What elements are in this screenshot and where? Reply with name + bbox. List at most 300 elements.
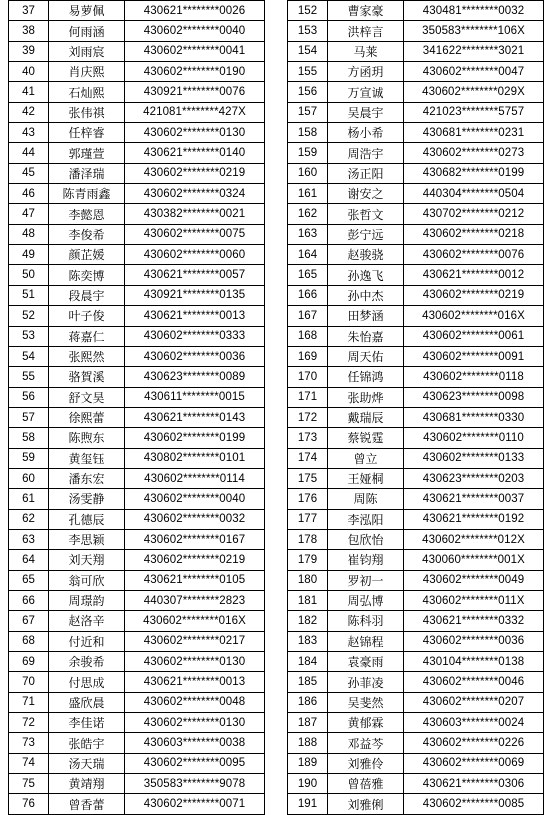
row-number-cell: 68 (9, 631, 49, 651)
table-row (288, 82, 544, 102)
table-row (288, 611, 544, 631)
table-row (9, 245, 265, 265)
row-number-cell: 40 (9, 62, 49, 82)
table-row (288, 489, 544, 509)
row-number-cell: 189 (288, 753, 328, 773)
row-number-cell: 163 (288, 224, 328, 244)
row-number-cell: 59 (9, 448, 49, 468)
table-row (9, 794, 265, 814)
row-number-cell: 70 (9, 672, 49, 692)
row-number-cell: 60 (9, 468, 49, 488)
row-number-cell: 161 (288, 184, 328, 204)
id-number-cell: 430621********0140 (125, 143, 265, 163)
row-number-cell: 73 (9, 733, 49, 753)
table-row (288, 285, 544, 305)
id-number-cell: 430611********0015 (125, 387, 265, 407)
name-cell: 翁可欣 (49, 570, 125, 590)
row-number-cell: 158 (288, 123, 328, 143)
table-row (9, 407, 265, 427)
row-number-cell: 177 (288, 509, 328, 529)
id-number-cell: 430623********0098 (404, 387, 544, 407)
table-row (288, 713, 544, 733)
id-number-cell: 430621********0306 (404, 774, 544, 794)
name-cell: 王娅桐 (328, 468, 404, 488)
row-number-cell: 173 (288, 428, 328, 448)
name-cell: 杨小希 (328, 123, 404, 143)
id-number-cell: 430602********0071 (125, 794, 265, 814)
id-number-cell: 430603********0038 (125, 733, 265, 753)
id-number-cell: 430602********012X (404, 529, 544, 549)
name-cell: 李佳诺 (49, 713, 125, 733)
name-cell: 余骏希 (49, 652, 125, 672)
table-row (288, 245, 544, 265)
table-row (288, 509, 544, 529)
id-number-cell: 430602********0091 (404, 346, 544, 366)
row-number-cell: 52 (9, 306, 49, 326)
row-number-cell: 178 (288, 529, 328, 549)
name-cell: 任锦鸿 (328, 367, 404, 387)
id-number-cell: 430602********0036 (404, 631, 544, 651)
name-cell: 吴斐然 (328, 692, 404, 712)
row-number-cell: 175 (288, 468, 328, 488)
id-number-cell: 430681********0330 (404, 407, 544, 427)
id-number-cell: 430921********0076 (125, 82, 265, 102)
name-cell: 张助烨 (328, 387, 404, 407)
name-cell: 曾蓓雅 (328, 774, 404, 794)
roster-table-right (287, 0, 544, 815)
name-cell: 舒文昊 (49, 387, 125, 407)
id-number-cell: 421023********5757 (404, 102, 544, 122)
table-row (9, 753, 265, 773)
name-cell: 黄郁霖 (328, 713, 404, 733)
name-cell: 盛欣晨 (49, 692, 125, 712)
row-number-cell: 185 (288, 672, 328, 692)
id-number-cell: 430602********0167 (125, 529, 265, 549)
name-cell: 万宣诚 (328, 82, 404, 102)
row-number-cell: 37 (9, 1, 49, 21)
table-row (9, 346, 265, 366)
name-cell: 郭瑾萱 (49, 143, 125, 163)
name-cell: 陈青雨鑫 (49, 184, 125, 204)
name-cell: 孔德辰 (49, 509, 125, 529)
row-number-cell: 155 (288, 62, 328, 82)
id-number-cell: 430621********0057 (125, 265, 265, 285)
name-cell: 付思成 (49, 672, 125, 692)
row-number-cell: 186 (288, 692, 328, 712)
name-cell: 叶子俊 (49, 306, 125, 326)
id-number-cell: 430602********0130 (125, 713, 265, 733)
id-number-cell: 430602********0095 (125, 753, 265, 773)
name-cell: 刘雅伶 (328, 753, 404, 773)
id-number-cell: 430621********0037 (404, 489, 544, 509)
table-row (9, 184, 265, 204)
row-number-cell: 168 (288, 326, 328, 346)
name-cell: 张伟祺 (49, 102, 125, 122)
id-number-cell: 430602********0133 (404, 448, 544, 468)
name-cell: 何雨涵 (49, 21, 125, 41)
row-number-cell: 44 (9, 143, 49, 163)
row-number-cell: 46 (9, 184, 49, 204)
id-number-cell: 430602********0076 (404, 245, 544, 265)
table-row (9, 672, 265, 692)
name-cell: 徐熙蕾 (49, 407, 125, 427)
row-number-cell: 43 (9, 123, 49, 143)
table-row (288, 306, 544, 326)
name-cell: 孙菲凌 (328, 672, 404, 692)
name-cell: 汤天瑞 (49, 753, 125, 773)
id-number-cell: 430602********0114 (125, 468, 265, 488)
row-number-cell: 51 (9, 285, 49, 305)
name-cell: 邓益芩 (328, 733, 404, 753)
id-number-cell: 430623********0203 (404, 468, 544, 488)
name-cell: 蔡锐霆 (328, 428, 404, 448)
table-row (9, 652, 265, 672)
name-cell: 赵锦程 (328, 631, 404, 651)
id-number-cell: 430602********0130 (125, 652, 265, 672)
name-cell: 颜芷媛 (49, 245, 125, 265)
row-number-cell: 61 (9, 489, 49, 509)
id-number-cell: 430602********0036 (125, 346, 265, 366)
table-row (9, 428, 265, 448)
id-number-cell: 430104********0138 (404, 652, 544, 672)
id-number-cell: 430602********0040 (125, 489, 265, 509)
id-number-cell: 430621********0105 (125, 570, 265, 590)
row-number-cell: 156 (288, 82, 328, 102)
row-number-cell: 65 (9, 570, 49, 590)
id-number-cell: 430602********0085 (404, 794, 544, 814)
id-number-cell: 430602********0075 (125, 224, 265, 244)
id-number-cell: 350583********9078 (125, 774, 265, 794)
row-number-cell: 191 (288, 794, 328, 814)
name-cell: 汤正阳 (328, 163, 404, 183)
name-cell: 蒋嘉仁 (49, 326, 125, 346)
name-cell: 田梦涵 (328, 306, 404, 326)
name-cell: 任梓睿 (49, 123, 125, 143)
name-cell: 罗初一 (328, 570, 404, 590)
name-cell: 刘雅俐 (328, 794, 404, 814)
table-row (288, 21, 544, 41)
name-cell: 洪梓言 (328, 21, 404, 41)
table-row (9, 224, 265, 244)
name-cell: 崔钧翔 (328, 550, 404, 570)
name-cell: 肖庆熙 (49, 62, 125, 82)
row-number-cell: 176 (288, 489, 328, 509)
table-row (288, 184, 544, 204)
id-number-cell: 430602********0046 (404, 672, 544, 692)
name-cell: 戴瑞辰 (328, 407, 404, 427)
table-row (288, 387, 544, 407)
table-row (288, 794, 544, 814)
table-row (288, 326, 544, 346)
name-cell: 赵洛辛 (49, 611, 125, 631)
id-number-cell: 430602********0190 (125, 62, 265, 82)
id-number-cell: 430602********0069 (404, 753, 544, 773)
name-cell: 包欣怡 (328, 529, 404, 549)
table-row (9, 265, 265, 285)
id-number-cell: 350583********106X (404, 21, 544, 41)
row-number-cell: 54 (9, 346, 49, 366)
row-number-cell: 154 (288, 41, 328, 61)
table-row (288, 570, 544, 590)
row-number-cell: 153 (288, 21, 328, 41)
name-cell: 李泓阳 (328, 509, 404, 529)
name-cell: 朱怡嘉 (328, 326, 404, 346)
name-cell: 汤雯静 (49, 489, 125, 509)
name-cell: 刘天翔 (49, 550, 125, 570)
name-cell: 周璟韵 (49, 590, 125, 610)
table-row (288, 143, 544, 163)
id-number-cell: 440304********0504 (404, 184, 544, 204)
row-number-cell: 190 (288, 774, 328, 794)
id-number-cell: 440307********2823 (125, 590, 265, 610)
table-row (288, 529, 544, 549)
row-number-cell: 72 (9, 713, 49, 733)
id-number-cell: 430602********0226 (404, 733, 544, 753)
id-number-cell: 430602********016X (125, 611, 265, 631)
row-number-cell: 45 (9, 163, 49, 183)
table-row (9, 41, 265, 61)
roster-table-left (8, 0, 265, 815)
id-number-cell: 430621********0332 (404, 611, 544, 631)
table-row (288, 102, 544, 122)
table-row (288, 774, 544, 794)
table-row (288, 631, 544, 651)
row-number-cell: 53 (9, 326, 49, 346)
table-row (9, 204, 265, 224)
table-row (9, 590, 265, 610)
row-number-cell: 171 (288, 387, 328, 407)
table-row (288, 265, 544, 285)
id-number-cell: 430621********0013 (125, 306, 265, 326)
id-number-cell: 430602********0060 (125, 245, 265, 265)
name-cell: 曹家豪 (328, 1, 404, 21)
id-number-cell: 430621********0026 (125, 1, 265, 21)
id-number-cell: 430602********0207 (404, 692, 544, 712)
name-cell: 骆賀溪 (49, 367, 125, 387)
id-number-cell: 430602********0219 (404, 285, 544, 305)
row-number-cell: 180 (288, 570, 328, 590)
row-number-cell: 67 (9, 611, 49, 631)
name-cell: 黄靖翔 (49, 774, 125, 794)
id-number-cell: 430602********0110 (404, 428, 544, 448)
name-cell: 李懿恩 (49, 204, 125, 224)
name-cell: 周天佑 (328, 346, 404, 366)
table-row (9, 62, 265, 82)
id-number-cell: 430602********0217 (125, 631, 265, 651)
table-row (288, 62, 544, 82)
name-cell: 潘东宏 (49, 468, 125, 488)
name-cell: 吴晨宇 (328, 102, 404, 122)
row-number-cell: 152 (288, 1, 328, 21)
id-number-cell: 430602********0273 (404, 143, 544, 163)
id-number-cell: 430602********0199 (125, 428, 265, 448)
row-number-cell: 160 (288, 163, 328, 183)
id-number-cell: 430602********0048 (125, 692, 265, 712)
name-cell: 孙逸飞 (328, 265, 404, 285)
name-cell: 张哲文 (328, 204, 404, 224)
table-row (288, 346, 544, 366)
table-row (9, 468, 265, 488)
table-row (9, 509, 265, 529)
table-row (9, 163, 265, 183)
row-number-cell: 159 (288, 143, 328, 163)
table-row (9, 326, 265, 346)
table-row (288, 367, 544, 387)
row-number-cell: 71 (9, 692, 49, 712)
row-number-cell: 170 (288, 367, 328, 387)
table-row (9, 21, 265, 41)
id-number-cell: 430602********0032 (125, 509, 265, 529)
id-number-cell: 430702********0212 (404, 204, 544, 224)
id-number-cell: 430602********0218 (404, 224, 544, 244)
name-cell: 彭宁远 (328, 224, 404, 244)
id-number-cell: 430602********0040 (125, 21, 265, 41)
row-number-cell: 47 (9, 204, 49, 224)
id-number-cell: 430602********0049 (404, 570, 544, 590)
row-number-cell: 76 (9, 794, 49, 814)
name-cell: 刘雨宸 (49, 41, 125, 61)
table-row (288, 407, 544, 427)
id-number-cell: 430602********0219 (125, 550, 265, 570)
id-number-cell: 430682********0199 (404, 163, 544, 183)
row-number-cell: 169 (288, 346, 328, 366)
table-row (288, 224, 544, 244)
id-number-cell: 430921********0135 (125, 285, 265, 305)
row-number-cell: 62 (9, 509, 49, 529)
table-row (9, 387, 265, 407)
name-cell: 马莱 (328, 41, 404, 61)
row-number-cell: 38 (9, 21, 49, 41)
row-number-cell: 63 (9, 529, 49, 549)
table-row (9, 529, 265, 549)
table-row (9, 123, 265, 143)
id-number-cell: 430681********0231 (404, 123, 544, 143)
name-cell: 陈煦东 (49, 428, 125, 448)
id-number-cell: 430603********0024 (404, 713, 544, 733)
row-number-cell: 74 (9, 753, 49, 773)
table-row (9, 692, 265, 712)
row-number-cell: 50 (9, 265, 49, 285)
id-number-cell: 430602********029X (404, 82, 544, 102)
row-number-cell: 181 (288, 590, 328, 610)
table-row (9, 550, 265, 570)
table-row (9, 631, 265, 651)
row-number-cell: 167 (288, 306, 328, 326)
table-row (288, 41, 544, 61)
id-number-cell: 430602********0333 (125, 326, 265, 346)
id-number-cell: 430621********0192 (404, 509, 544, 529)
id-number-cell: 430602********0061 (404, 326, 544, 346)
row-number-cell: 66 (9, 590, 49, 610)
row-number-cell: 165 (288, 265, 328, 285)
name-cell: 周浩宇 (328, 143, 404, 163)
row-number-cell: 64 (9, 550, 49, 570)
table-row (288, 448, 544, 468)
table-row (288, 163, 544, 183)
row-number-cell: 41 (9, 82, 49, 102)
table-row (9, 733, 265, 753)
table-row (9, 1, 265, 21)
name-cell: 石灿熙 (49, 82, 125, 102)
name-cell: 张熙然 (49, 346, 125, 366)
row-number-cell: 174 (288, 448, 328, 468)
id-number-cell: 430602********0324 (125, 184, 265, 204)
name-cell: 陈奕博 (49, 265, 125, 285)
row-number-cell: 55 (9, 367, 49, 387)
row-number-cell: 166 (288, 285, 328, 305)
id-number-cell: 430621********0012 (404, 265, 544, 285)
table-row (9, 489, 265, 509)
table-row (288, 672, 544, 692)
row-number-cell: 183 (288, 631, 328, 651)
row-number-cell: 182 (288, 611, 328, 631)
id-number-cell: 430621********0013 (125, 672, 265, 692)
name-cell: 李思颖 (49, 529, 125, 549)
table-row (288, 428, 544, 448)
row-number-cell: 39 (9, 41, 49, 61)
id-number-cell: 421081********427X (125, 102, 265, 122)
row-number-cell: 184 (288, 652, 328, 672)
id-number-cell: 430602********0041 (125, 41, 265, 61)
row-number-cell: 49 (9, 245, 49, 265)
table-row (9, 570, 265, 590)
table-row (9, 102, 265, 122)
row-number-cell: 58 (9, 428, 49, 448)
id-number-cell: 430060********001X (404, 550, 544, 570)
name-cell: 曾立 (328, 448, 404, 468)
table-row (288, 692, 544, 712)
row-number-cell: 162 (288, 204, 328, 224)
row-number-cell: 157 (288, 102, 328, 122)
table-row (9, 285, 265, 305)
name-cell: 周弘博 (328, 590, 404, 610)
row-number-cell: 164 (288, 245, 328, 265)
row-number-cell: 57 (9, 407, 49, 427)
table-row (9, 367, 265, 387)
table-row (9, 774, 265, 794)
row-number-cell: 56 (9, 387, 49, 407)
id-number-cell: 430602********0047 (404, 62, 544, 82)
name-cell: 赵骏骁 (328, 245, 404, 265)
name-cell: 陈科羽 (328, 611, 404, 631)
row-number-cell: 188 (288, 733, 328, 753)
id-number-cell: 430602********016X (404, 306, 544, 326)
name-cell: 孙中杰 (328, 285, 404, 305)
row-number-cell: 75 (9, 774, 49, 794)
row-number-cell: 187 (288, 713, 328, 733)
id-number-cell: 430602********011X (404, 590, 544, 610)
row-number-cell: 172 (288, 407, 328, 427)
id-number-cell: 430382********0021 (125, 204, 265, 224)
table-row (288, 550, 544, 570)
name-cell: 方函玥 (328, 62, 404, 82)
id-number-cell: 430621********0143 (125, 407, 265, 427)
table-row (288, 123, 544, 143)
row-number-cell: 179 (288, 550, 328, 570)
name-cell: 易萝佩 (49, 1, 125, 21)
row-number-cell: 69 (9, 652, 49, 672)
name-cell: 张皓宇 (49, 733, 125, 753)
name-cell: 段晨宇 (49, 285, 125, 305)
row-number-cell: 48 (9, 224, 49, 244)
name-cell: 黄玺钰 (49, 448, 125, 468)
table-row (288, 204, 544, 224)
id-number-cell: 430602********0118 (404, 367, 544, 387)
table-row (288, 753, 544, 773)
id-number-cell: 430802********0101 (125, 448, 265, 468)
table-row (288, 1, 544, 21)
name-cell: 李俊希 (49, 224, 125, 244)
